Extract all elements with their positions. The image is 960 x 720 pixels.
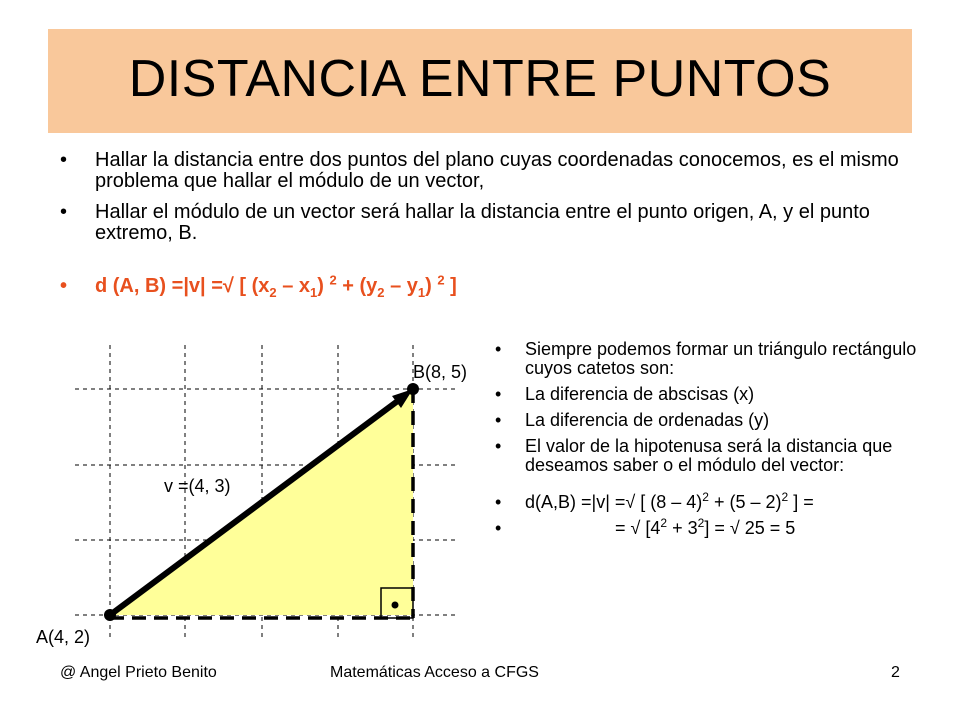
calculation-line-1: • d(A,B) =|v| =√ [ (8 – 4)$^2$ + (5 – 2)$^2$ ] = xyxy=(495,493,925,512)
distance-formula: • d (A, B) =|v| =√ [ $(x_2 - x_1) ^2 + (y_2 - y_1)$ $^2$ ] xyxy=(60,276,910,297)
footer-course: Matemáticas Acceso a CFGS xyxy=(330,664,539,681)
point-b-label: B(8, 5) xyxy=(413,362,468,382)
intro-bullet-list xyxy=(60,149,910,300)
side-bullet-4: • El valor de la hipotenusa será la distancia que deseamos saber o el módulo del vector: xyxy=(495,437,925,475)
calculation-line-2: • = √ $[4^2 + 3^2]$ = √ 25 = 5 xyxy=(495,519,925,538)
point-b-dot xyxy=(407,383,419,395)
slide-title: DISTANCIA ENTRE PUNTOS xyxy=(128,50,832,108)
side-bullet-list xyxy=(495,340,925,545)
intro-bullet-1: • Hallar la distancia entre dos puntos del plano cuyas coordenadas conocemos, es el mismo problema que hallar el módulo de un vector, xyxy=(60,150,910,192)
intro-bullet-2: • Hallar el módulo de un vector será hallar la distancia entre el punto origen, A, y el punto extremo, B. xyxy=(60,202,910,244)
side-bullet-1: • Siempre podemos formar un triángulo rectángulo cuyos catetos son: xyxy=(495,340,925,378)
point-a-label: A(4, 2) xyxy=(36,627,91,647)
vector-label: v =(4, 3) xyxy=(164,476,231,496)
footer-author: @ Angel Prieto Benito xyxy=(60,664,217,681)
footer-page-number: 2 xyxy=(891,664,900,681)
title-band xyxy=(48,29,912,133)
side-bullet-3: • La diferencia de ordenadas (y) xyxy=(495,411,925,430)
point-a-dot xyxy=(104,609,116,621)
right-angle-dot xyxy=(392,602,399,609)
side-bullet-2: • La diferencia de abscisas (x) xyxy=(495,385,925,404)
